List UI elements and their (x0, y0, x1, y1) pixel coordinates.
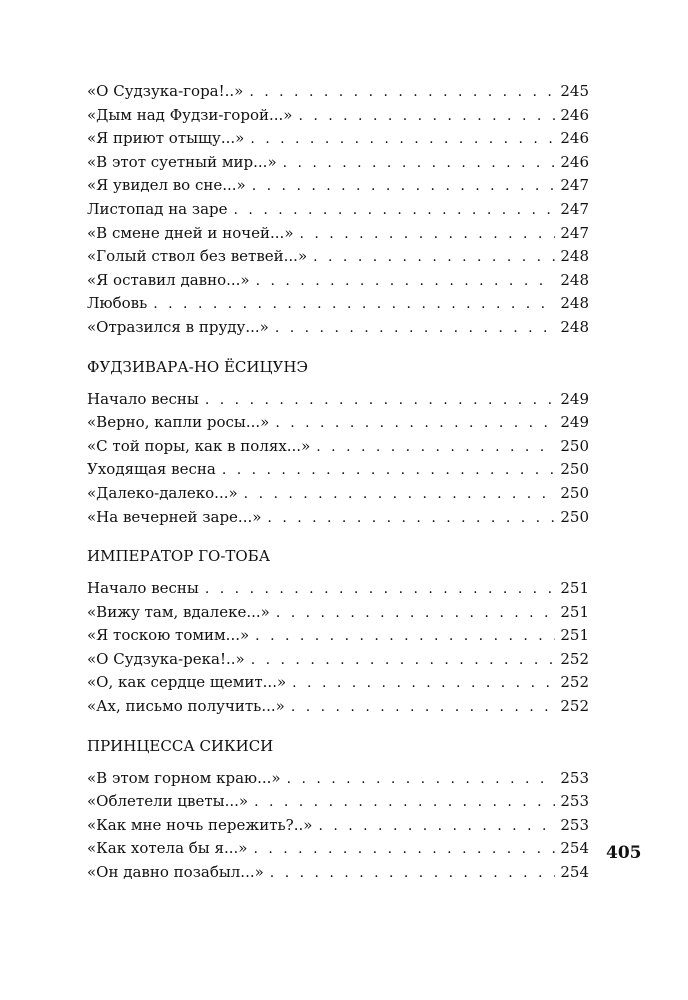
entry-page-number: 253 (560, 792, 589, 811)
entry-page-number: 254 (560, 839, 589, 858)
entry-title: Любовь (87, 294, 148, 313)
dot-leader (318, 815, 555, 838)
entry-page-number: 251 (560, 579, 589, 598)
toc-entry (87, 127, 589, 151)
entry-title: «Я оставил давно...» (87, 270, 250, 289)
dot-leader (222, 459, 555, 482)
toc-entry (87, 837, 589, 861)
toc-entry (87, 648, 589, 672)
entry-page-number: 252 (560, 697, 589, 716)
dot-leader (270, 862, 555, 885)
dot-leader (256, 270, 555, 293)
toc-section (87, 544, 589, 719)
toc-entry (87, 80, 589, 104)
entry-title: «Голый ствол без ветвей...» (87, 247, 308, 266)
toc-entry (87, 174, 589, 198)
toc-entry (87, 269, 589, 293)
entry-page-number: 252 (560, 673, 589, 692)
entry-title: «В смене дней и ночей...» (87, 223, 294, 242)
entry-title: «Верно, капли росы...» (87, 413, 270, 432)
entry-page-number: 250 (560, 436, 589, 455)
entry-page-number: 246 (560, 105, 589, 124)
toc-entry (87, 861, 589, 885)
toc-entry (87, 411, 589, 435)
entry-title: «Облетели цветы...» (87, 792, 249, 811)
dot-leader (153, 293, 555, 316)
entry-page-number: 248 (560, 247, 589, 266)
toc-entry (87, 198, 589, 222)
entry-page-number: 247 (560, 176, 589, 195)
entry-page-number: 248 (560, 317, 589, 336)
toc-entry (87, 292, 589, 316)
section-heading: ИМПЕРАТОР ГО-ТОБА (87, 547, 271, 566)
toc-entry (87, 790, 589, 814)
toc-entry (87, 814, 589, 838)
entry-title: «Я тоскою томим...» (87, 626, 250, 645)
entry-title: «О Судзука-гора!..» (87, 82, 244, 100)
toc-entry (87, 624, 589, 648)
entry-title: Начало весны (87, 579, 199, 598)
toc-entry (87, 601, 589, 625)
entry-page-number: 250 (560, 507, 589, 526)
dot-leader (251, 649, 555, 672)
entry-title: «Он давно позабыл...» (87, 863, 264, 882)
dot-leader (292, 672, 555, 695)
entry-page-number: 247 (560, 199, 589, 218)
entry-page-number: 247 (560, 223, 589, 242)
toc-entry (87, 104, 589, 128)
section-heading: ПРИНЦЕССА СИКИСИ (87, 736, 274, 755)
dot-leader (205, 578, 555, 601)
entry-page-number: 251 (560, 626, 589, 645)
dot-leader (205, 389, 555, 412)
dot-leader (249, 81, 555, 104)
dot-leader (298, 105, 555, 128)
toc-entry (87, 316, 589, 340)
entry-page-number: 248 (560, 294, 589, 313)
entry-title: «Ах, письмо получить...» (87, 697, 285, 716)
toc-entry (87, 482, 589, 506)
entry-title: Начало весны (87, 389, 199, 408)
entry-page-number: 249 (560, 413, 589, 432)
dot-leader (234, 199, 555, 222)
toc-entry (87, 671, 589, 695)
entry-title: Уходящая весна (87, 460, 216, 479)
entry-title: «С той поры, как в полях...» (87, 436, 311, 455)
toc-entry (87, 245, 589, 269)
entry-title: «В этот суетный мир...» (87, 152, 277, 171)
toc-entry (87, 435, 589, 459)
section-heading: ФУДЗИВАРА-НО ЁСИЦУНЭ (87, 357, 308, 376)
entry-page-number: 250 (560, 460, 589, 479)
toc-entry (87, 388, 589, 412)
entry-title: «На вечерней заре...» (87, 507, 262, 526)
dot-leader (287, 768, 555, 791)
toc-section (87, 734, 589, 885)
dot-leader (255, 625, 555, 648)
toc-entry (87, 695, 589, 719)
entry-title: «Отразился в пруду...» (87, 317, 269, 336)
toc-entry (87, 506, 589, 530)
entry-title: «Как хотела бы я...» (87, 839, 248, 858)
dot-leader (244, 483, 555, 506)
entry-page-number: 251 (560, 602, 589, 621)
toc-section (87, 80, 589, 340)
toc-entry (87, 577, 589, 601)
toc-section (87, 355, 589, 530)
entry-page-number: 246 (560, 129, 589, 148)
entry-page-number: 253 (560, 815, 589, 834)
entry-page-number: 248 (560, 270, 589, 289)
entry-title: «Я увидел во сне...» (87, 176, 246, 195)
entry-title: «В этом горном краю...» (87, 768, 281, 787)
entry-title: «Дым над Фудзи-горой...» (87, 105, 293, 124)
toc-entry (87, 767, 589, 791)
entry-page-number: 252 (560, 649, 589, 668)
toc-entry (87, 222, 589, 246)
dot-leader (275, 412, 555, 435)
dot-leader (267, 507, 555, 530)
dot-leader (252, 175, 555, 198)
dot-leader (313, 246, 555, 269)
table-of-contents (87, 80, 589, 885)
dot-leader (253, 838, 555, 861)
dot-leader (276, 602, 555, 625)
entry-title: «Я приют отыщу...» (87, 129, 245, 148)
toc-entry (87, 151, 589, 175)
dot-leader (300, 223, 556, 246)
dot-leader (291, 696, 555, 719)
entry-page-number: 245 (560, 82, 589, 100)
dot-leader (275, 317, 555, 340)
entry-page-number: 250 (560, 483, 589, 502)
entry-title: «Далеко-далеко...» (87, 483, 238, 502)
entry-page-number: 246 (560, 152, 589, 171)
toc-sections (87, 80, 589, 885)
entry-title: «Как мне ночь пережить?..» (87, 815, 313, 834)
entry-title: «О Судзука-река!..» (87, 649, 245, 668)
entry-page-number: 253 (560, 768, 589, 787)
dot-leader (283, 152, 555, 175)
entry-page-number: 249 (560, 389, 589, 408)
dot-leader (316, 436, 555, 459)
entry-title: Листопад на заре (87, 199, 228, 218)
dot-leader (254, 791, 555, 814)
toc-entry (87, 458, 589, 482)
entry-title: «О, как сердце щемит...» (87, 673, 287, 692)
dot-leader (250, 128, 555, 151)
entry-page-number: 254 (560, 863, 589, 882)
entry-title: «Вижу там, вдалеке...» (87, 602, 270, 621)
page-number: 405 (606, 843, 642, 863)
